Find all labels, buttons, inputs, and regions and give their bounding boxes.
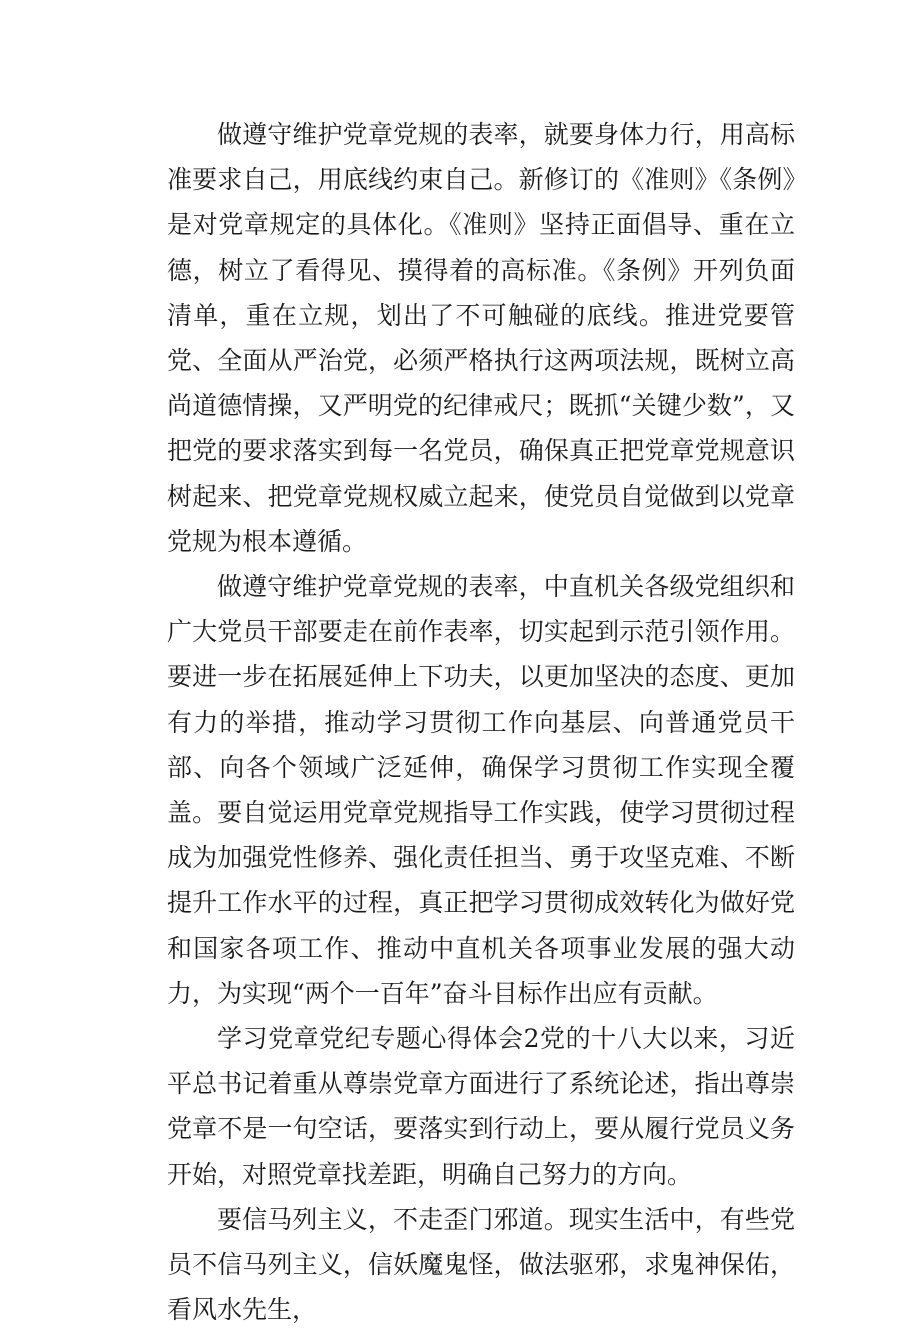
document-body [167, 112, 795, 1332]
paragraph-1: 做遵守维护党章党规的表率，就要身体力行，用高标准要求自己，用底线约束自己。新修订的《准则》《条例》是对党章规定的具体化。《准则》坚持正面倡导、重在立德，树立了看得见、摸得着的高标准。《条例》开列负面清单，重在立规，划出了不可触碰的底线。推进党要管党、全面从严治党，必须严格执行这两项法规，既树立高尚道德情操，又严明党的纪律戒尺；既抓“关键少数”，又把党的要求落实到每一名党员，确保真正把党章党规意识树起来、把党章党规权威立起来，使党员自觉做到以党章党规为根本遵循。 [167, 120, 795, 556]
paragraph-3: 学习党章党纪专题心得体会2党的十八大以来，习近平总书记着重从尊崇党章方面进行了系统论述，指出尊崇党章不是一句空话，要落实到行动上，要从履行党员义务开始，对照党章找差距，明确自己努力的方向。 [167, 1024, 795, 1189]
paragraph-4: 要信马列主义，不走歪门邪道。现实生活中，有些党员不信马列主义，信妖魔鬼怪，做法驱邪，求鬼神保佑，看风水先生， [167, 1204, 795, 1325]
paragraph-2: 做遵守维护党章党规的表率，中直机关各级党组织和广大党员干部要走在前作表率，切实起到示范引领作用。要进一步在拓展延伸上下功夫，以更加坚决的态度、更加有力的举措，推动学习贯彻工作向基层、向普通党员干部、向各个领域广泛延伸，确保学习贯彻工作实现全覆盖。要自觉运用党章党规指导工作实践，使学习贯彻过程成为加强党性修养、强化责任担当、勇于攻坚克难、不断提升工作水平的过程，真正把学习贯彻成效转化为做好党和国家各项工作、推动中直机关各项事业发展的强大动力，为实现“两个一百年”奋斗目标作出应有贡献。 [167, 572, 795, 1008]
